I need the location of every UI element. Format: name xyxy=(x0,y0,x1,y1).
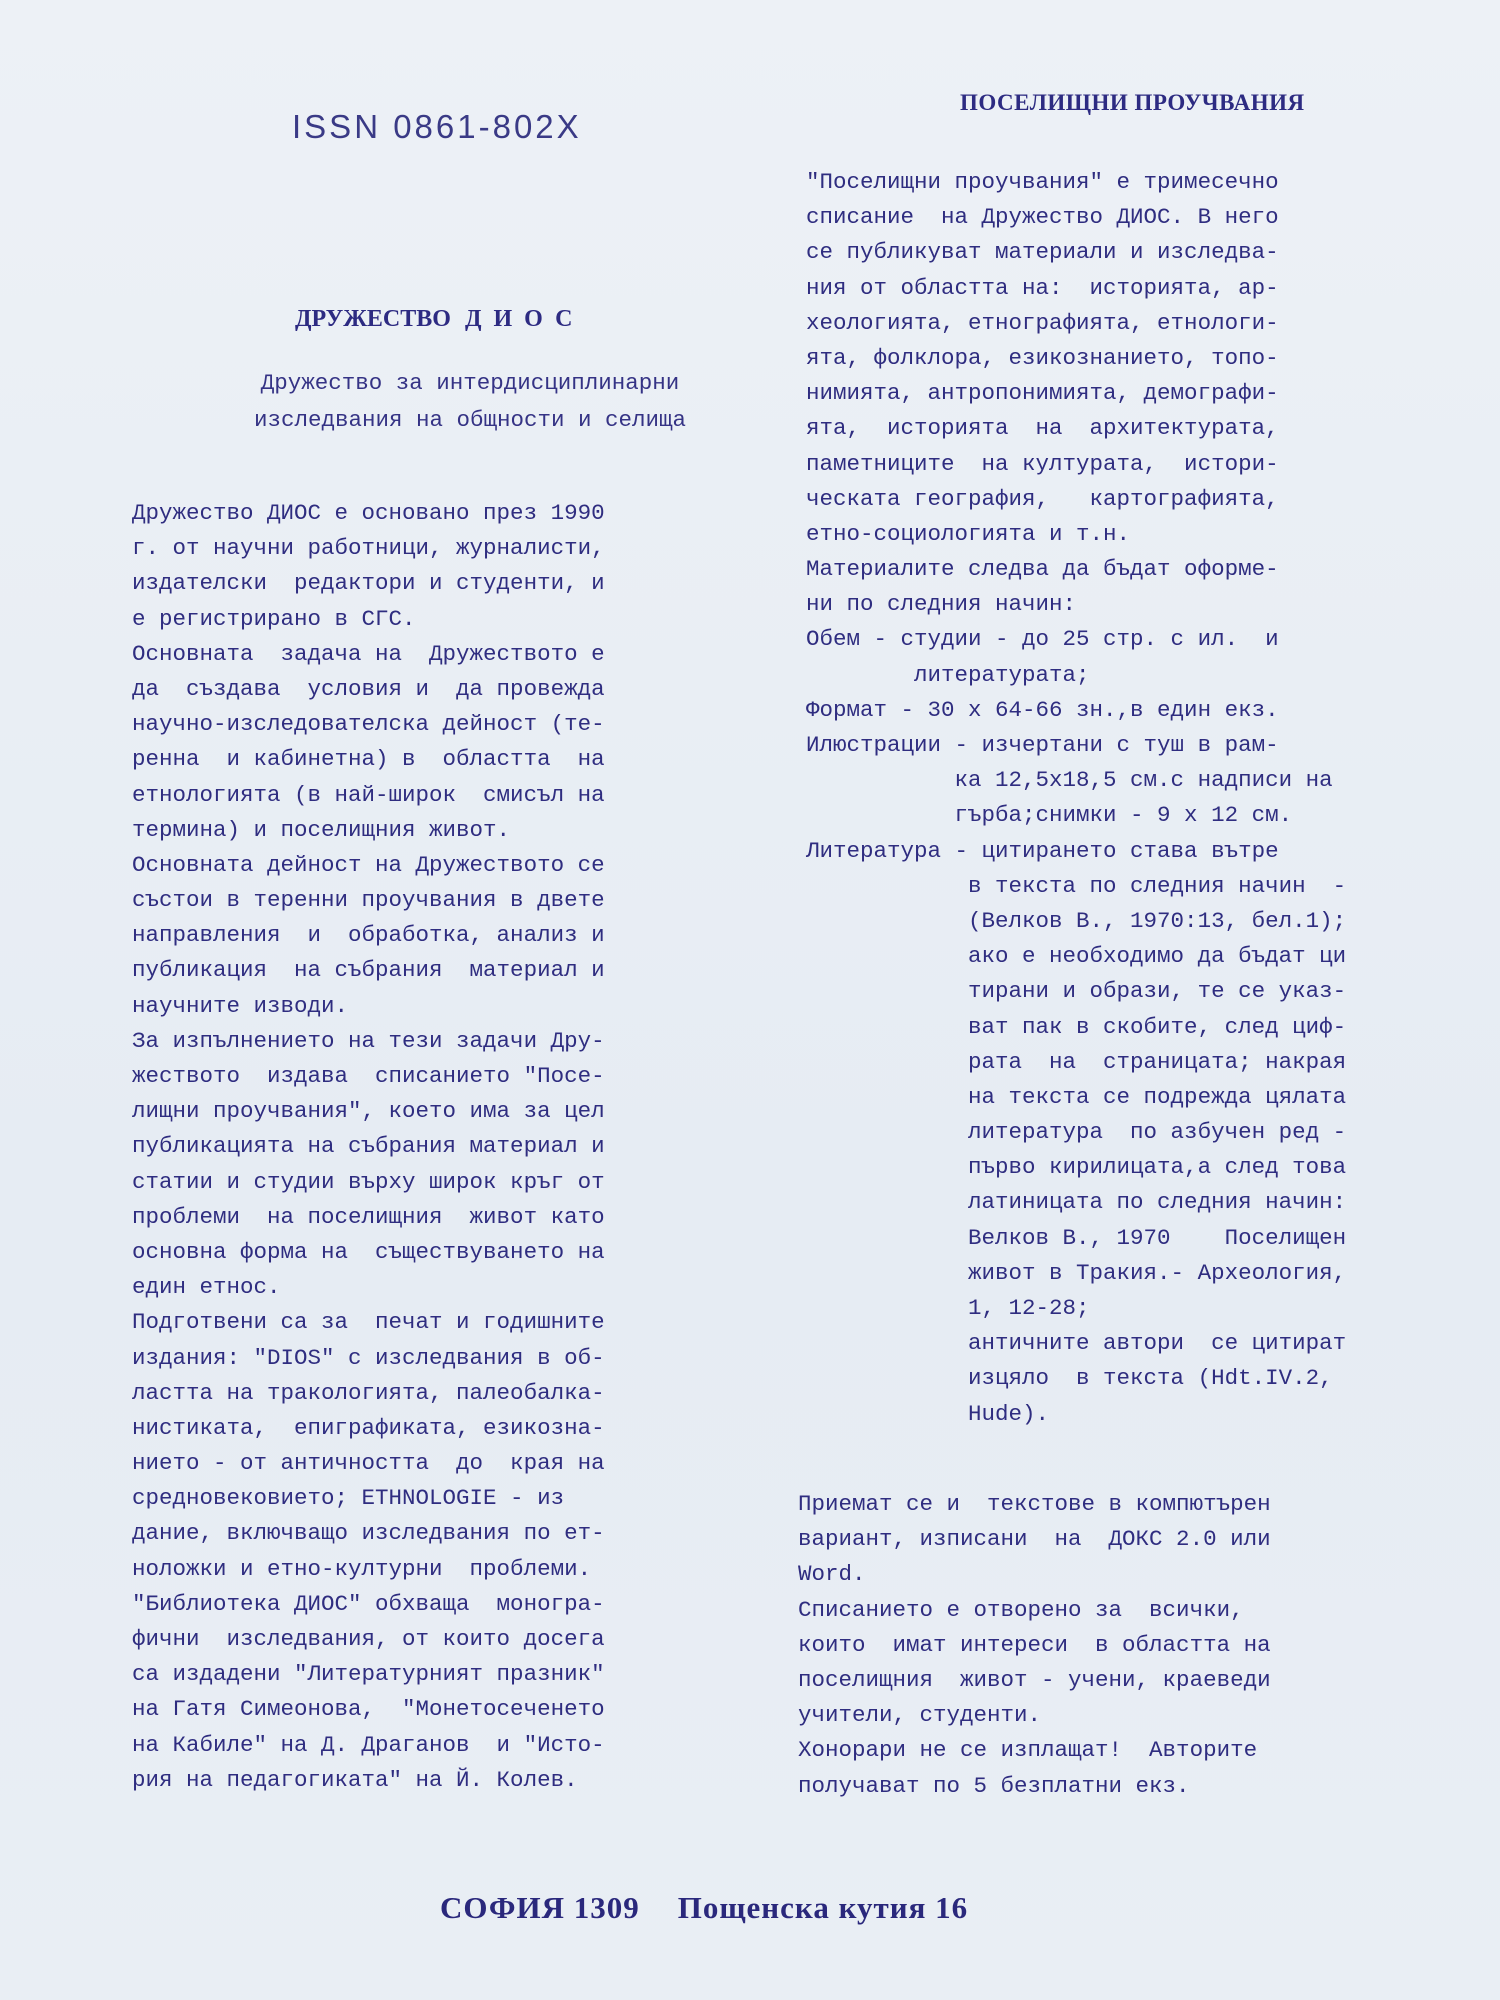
text-line: жеството издава списанието "Посе- xyxy=(132,1063,605,1089)
journal-title: ПОСЕЛИЩНИ ПРОУЧВАНИЯ xyxy=(960,90,1305,115)
text-line: ренна и кабинетна) в областта на xyxy=(132,746,605,773)
text-line: вариант, изписани на ДОКС 2.0 или xyxy=(798,1526,1271,1553)
text-line: проблеми на поселищния живот като xyxy=(132,1203,605,1230)
text-line: лищни проучвания", което има за цел xyxy=(132,1098,605,1125)
text-line: списание на Дружество ДИОС. В него xyxy=(806,204,1279,231)
text-line: Подготвени са за печат и годишните xyxy=(132,1309,605,1336)
society-title-word: ДРУЖЕСТВО xyxy=(295,306,451,332)
text-line: дание, включващо изследвания по ет- xyxy=(132,1520,605,1547)
text-line: състои в теренни проучвания в двете xyxy=(132,887,605,914)
text-line: Илюстрации - изчертани с туш в рам- xyxy=(806,732,1279,758)
text-line: термина) и поселищния живот. xyxy=(132,816,511,843)
text-line: литературата; xyxy=(806,661,1090,688)
text-line: фични изследвания, от които досега xyxy=(132,1626,605,1652)
text-line: паметниците на културата, истори- xyxy=(806,450,1279,477)
text-line: За изпълнението на тези задачи Дру- xyxy=(132,1027,605,1054)
subtitle-line: изследвания на общности и селища xyxy=(253,407,687,433)
text-line: Основната задача на Дружеството е xyxy=(132,640,605,667)
text-line: Формат - 30 х 64-66 зн.,в един екз. xyxy=(806,696,1279,723)
text-line: гърба;снимки - 9 х 12 см. xyxy=(806,802,1293,829)
left-column-text xyxy=(132,496,772,1798)
text-line: "Библиотека ДИОС" обхваща моногра- xyxy=(132,1590,605,1617)
text-line: изцяло в текста (Hdt.IV.2, xyxy=(806,1365,1333,1392)
text-line: на текста се подрежда цялата xyxy=(806,1083,1347,1110)
text-line: публикация на събрания материал и xyxy=(132,957,605,984)
text-line: нистиката, епиграфиката, езикозна- xyxy=(132,1414,605,1441)
society-subtitle xyxy=(150,365,790,439)
text-line: ния от областта на: историята, ар- xyxy=(806,274,1279,301)
text-line: Hude). xyxy=(806,1400,1050,1427)
text-line: Обем - студии - до 25 стр. с ил. и xyxy=(806,626,1279,653)
text-line: ноложки и етно-културни проблеми. xyxy=(132,1555,592,1582)
text-line: издателски редактори и студенти, и xyxy=(132,570,605,597)
text-line: латиницата по следния начин: xyxy=(806,1189,1347,1216)
text-line: Основната дейност на Дружеството се xyxy=(132,851,605,878)
text-line: ческата география, картографията, xyxy=(806,485,1279,512)
text-line: ята, историята на архитектурата, xyxy=(806,415,1279,442)
postal-address xyxy=(440,1890,968,1926)
text-line: хеологията, етнографията, етнологи- xyxy=(806,309,1279,336)
text-line: в текста по следния начин - xyxy=(806,872,1347,899)
text-line: издания: "DIOS" с изследвания в об- xyxy=(132,1344,605,1371)
text-line: Приемат се и текстове в компютърен xyxy=(798,1491,1271,1517)
text-line: ако е необходимо да бъдат ци xyxy=(806,943,1347,970)
right-column-closing-text xyxy=(798,1487,1458,1804)
subtitle-line: Дружество за интердисциплинарни xyxy=(260,370,680,396)
text-line: поселищния живот - учени, краеведи xyxy=(798,1666,1271,1693)
text-line: един етнос. xyxy=(132,1274,281,1301)
text-line: научно-изследователска дейност (те- xyxy=(132,711,605,738)
text-line: на Гатя Симеонова, "Монетосеченето xyxy=(132,1696,605,1723)
text-line: живот в Тракия.- Археология, xyxy=(806,1259,1347,1286)
text-line: основна форма на съществуването на xyxy=(132,1238,605,1265)
text-line: получават по 5 безплатни екз. xyxy=(798,1772,1190,1799)
text-line: ват пак в скобите, след циф- xyxy=(806,1013,1347,1040)
text-line: се публикуват материали и изследва- xyxy=(806,239,1279,266)
society-title-name: ДИОС xyxy=(464,306,585,332)
text-line: Списанието е отворено за всички, xyxy=(798,1596,1244,1623)
text-line: първо кирилицата,а след това xyxy=(806,1154,1347,1181)
text-line: направления и обработка, анализ и xyxy=(132,922,605,949)
text-line: са издадени "Литературният празник" xyxy=(132,1661,605,1688)
text-line: Литература - цитирането става вътре xyxy=(806,837,1279,864)
text-line: рата на страницата; накрая xyxy=(806,1048,1347,1075)
text-line: на Кабиле" на Д. Драганов и "Исто- xyxy=(132,1731,605,1758)
text-line: Материалите следва да бъдат оформе- xyxy=(806,556,1279,583)
text-line: ка 12,5х18,5 см.с надписи на xyxy=(806,767,1333,794)
right-column-text xyxy=(806,165,1456,1432)
text-line: Word. xyxy=(798,1561,866,1588)
text-line: нимията, антропонимията, демографи- xyxy=(806,380,1279,407)
text-line: нието - от античността до края на xyxy=(132,1450,605,1477)
text-line: учители, студенти. xyxy=(798,1702,1042,1729)
footer-city: СОФИЯ 1309 xyxy=(440,1890,640,1925)
text-line: да създава условия и да провежда xyxy=(132,675,605,702)
text-line: "Поселищни проучвания" е тримесечно xyxy=(806,169,1279,195)
text-line: ластта на тракологията, палеобалка- xyxy=(132,1379,605,1406)
text-line: е регистрирано в СГС. xyxy=(132,605,416,632)
issn-number: ISSN 0861-802X xyxy=(292,108,582,145)
text-line: рия на педагогиката" на Й. Колев. xyxy=(132,1766,578,1793)
text-line: които имат интереси в областта на xyxy=(798,1631,1271,1658)
text-line: статии и студии върху широк кръг от xyxy=(132,1168,605,1195)
text-line: Хонорари не се изплащат! Авторите xyxy=(798,1737,1258,1764)
text-line: научните изводи. xyxy=(132,992,349,1019)
text-line: (Велков В., 1970:13, бел.1); xyxy=(806,907,1347,934)
text-line: етно-социологията и т.н. xyxy=(806,520,1131,547)
text-line: 1, 12-28; xyxy=(806,1295,1090,1321)
text-line: публикацията на събрания материал и xyxy=(132,1133,605,1160)
text-line: средновековието; ETHNOLOGIE - из xyxy=(132,1485,565,1512)
text-line: Велков В., 1970 Поселищен xyxy=(806,1224,1347,1251)
footer-address: Пощенска кутия 16 xyxy=(677,1890,969,1925)
text-line: тирани и образи, те се указ- xyxy=(806,978,1347,1005)
text-line: античните автори се цитират xyxy=(806,1330,1347,1357)
text-line: г. от научни работници, журналисти, xyxy=(132,535,605,562)
text-line: ята, фолклора, езикознанието, топо- xyxy=(806,344,1279,371)
society-title xyxy=(295,306,584,333)
text-line: ни по следния начин: xyxy=(806,591,1077,618)
text-line: литература по азбучен ред - xyxy=(806,1119,1347,1146)
text-line: етнологията (в най-широк смисъл на xyxy=(132,781,605,808)
text-line: Дружество ДИОС е основано през 1990 xyxy=(132,500,605,526)
